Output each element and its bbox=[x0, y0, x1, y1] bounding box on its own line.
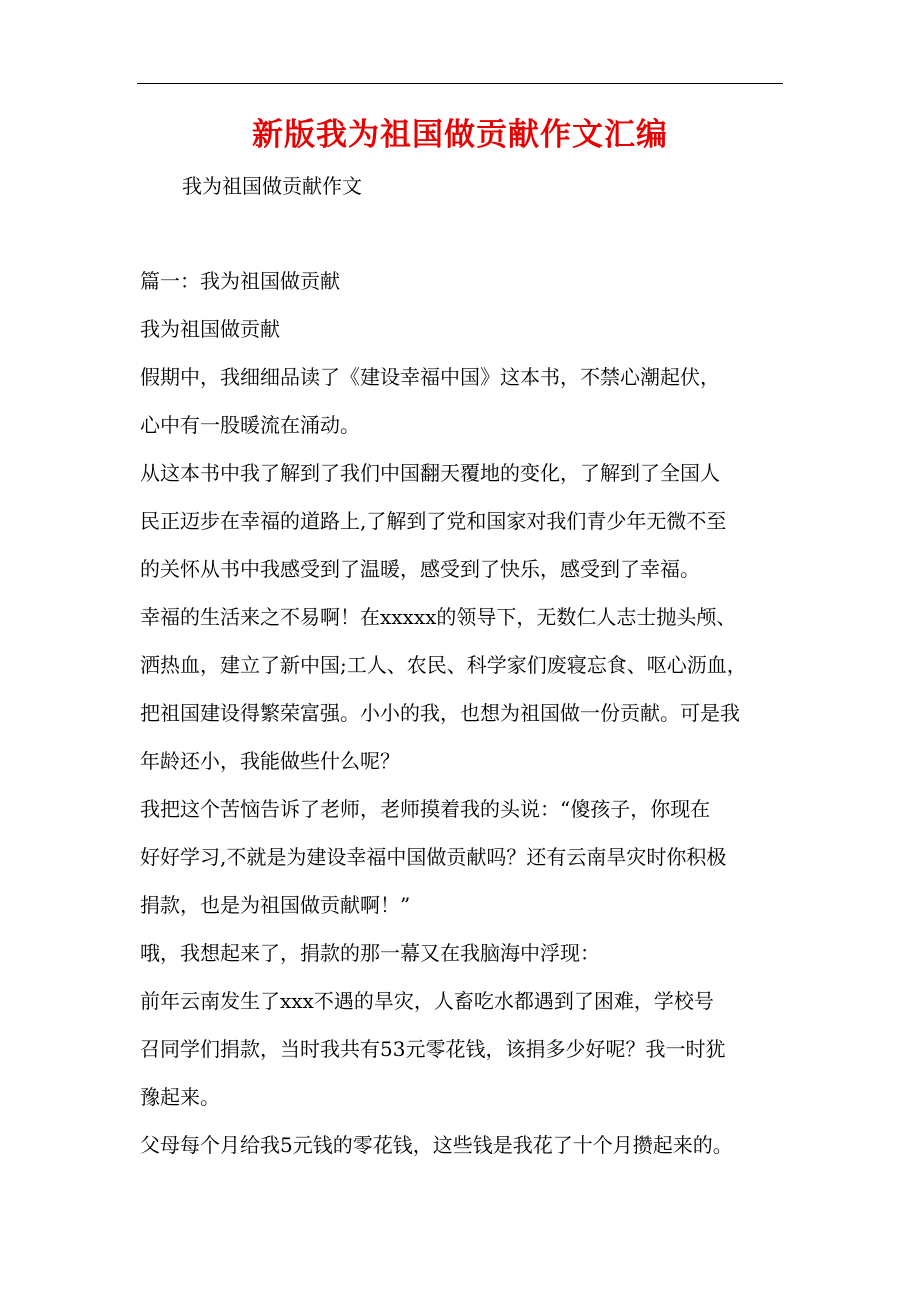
document-subtitle: 我为祖国做贡献作文 bbox=[182, 174, 362, 198]
body-line: 豫起来。 bbox=[140, 1085, 220, 1109]
body-line: 召同学们捐款，当时我共有53元零花钱，该捐多少好呢？我一时犹 bbox=[140, 1037, 726, 1061]
body-line: 父母每个月给我5元钱的零花钱，这些钱是我花了十个月攒起来的。 bbox=[140, 1133, 733, 1157]
body-line: 假期中，我细细品读了《建设幸福中国》这本书，不禁心潮起伏， bbox=[140, 365, 720, 389]
header-rule bbox=[137, 83, 783, 84]
body-line: 的关怀从书中我感受到了温暖，感受到了快乐，感受到了幸福。 bbox=[140, 557, 700, 581]
body-line: 年龄还小，我能做些什么呢？ bbox=[140, 749, 400, 773]
body-line: 民正迈步在幸福的道路上,了解到了党和国家对我们青少年无微不至 bbox=[140, 509, 727, 533]
body-line: 把祖国建设得繁荣富强。小小的我，也想为祖国做一份贡献。可是我 bbox=[140, 701, 740, 725]
document-body bbox=[140, 263, 800, 1175]
body-line: 我为祖国做贡献 bbox=[140, 317, 280, 341]
body-line: 哦，我想起来了，捐款的那一幕又在我脑海中浮现： bbox=[140, 941, 600, 965]
body-line: 从这本书中我了解到了我们中国翻天覆地的变化，了解到了全国人 bbox=[140, 461, 720, 485]
body-line: 好好学习,不就是为建设幸福中国做贡献吗？还有云南旱灾时你积极 bbox=[140, 845, 727, 869]
body-line: 我把这个苦恼告诉了老师，老师摸着我的头说：“傻孩子，你现在 bbox=[140, 797, 711, 821]
document-title: 新版我为祖国做贡献作文汇编 bbox=[252, 117, 668, 153]
body-line: 捐款，也是为祖国做贡献啊！” bbox=[140, 893, 411, 917]
body-line: 心中有一股暖流在涌动。 bbox=[140, 413, 360, 437]
body-line: 幸福的生活来之不易啊！在xxxxx的领导下，无数仁人志士抛头颅、 bbox=[140, 605, 737, 629]
body-line: 洒热血，建立了新中国;工人、农民、科学家们废寝忘食、呕心沥血， bbox=[140, 653, 747, 677]
body-line: 篇一：我为祖国做贡献 bbox=[140, 269, 340, 293]
body-line: 前年云南发生了xxx不遇的旱灾，人畜吃水都遇到了困难，学校号 bbox=[140, 989, 714, 1013]
